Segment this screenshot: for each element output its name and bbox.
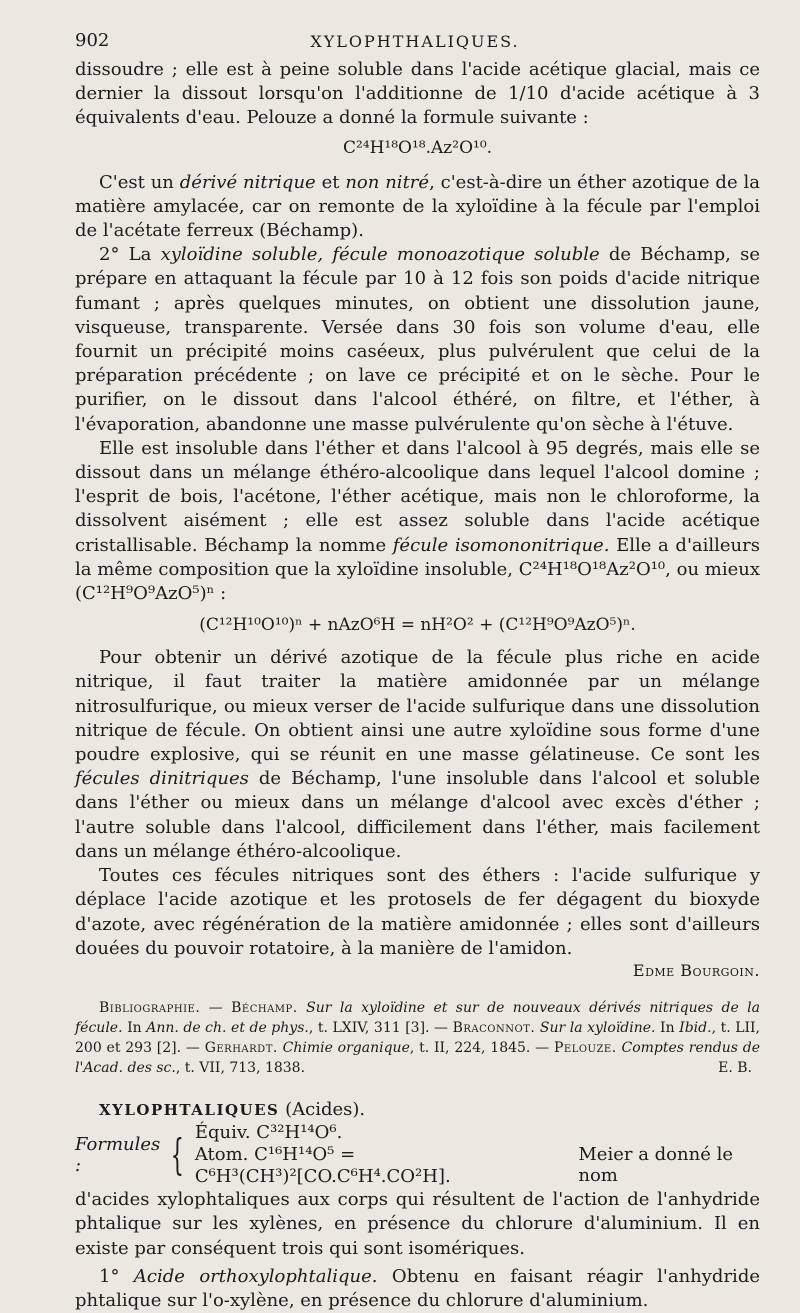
author-name: Braconnot. [452, 1019, 536, 1036]
text-run: C'est un [99, 171, 180, 193]
text-run: Pour obtenir un dérivé azotique de la fécule plus riche en acide nitrique, il faut traiter la matière amidonnée par un mélange nitrosulfurique, ou mieux verser de l'acide sulfurique dans une dissolution nitrique de fécule. On obtient ainsi une autre xyloïdine sous forme d'une poudre explosive, qui se réunit en une masse gélatineuse. Ce sont les [75, 647, 760, 766]
italic-term: non nitré [345, 171, 430, 193]
work-title: Sur la xyloïdine. [535, 1019, 656, 1036]
author-name: Gerhardt. [204, 1039, 278, 1056]
paragraph: d'acides xylophtaliques aux corps qui résultent de l'action de l'anhydride phtalique sur les xylènes, en présence du chlorure d'aluminium. Il en existe par conséquent trois qui sont isomériques. [75, 1189, 760, 1259]
italic-term: dérivé nitrique [179, 171, 316, 193]
paragraph: Toutes ces fécules nitriques sont des éthers : l'acide sulfurique y déplace l'acide azotique et les protosels de fer dégagent du bioxyde d'azote, avec régénération de la matière amidonnée ; elles sont d'ailleurs douées du pouvoir rotatoire, à la manière de l'amidon. [75, 865, 760, 959]
formulas-label: Formules : [75, 1134, 161, 1177]
work-title: Ibid. [679, 1019, 712, 1036]
italic-term: fécules dinitriques [75, 768, 249, 790]
paragraph: dissoudre ; elle est à peine soluble dans l'acide acétique glacial, mais ce dernier la dissout lorsqu'on l'additionne de 1/10 d'acide acétique à 3 équivalents d'eau. Pelouze a donné la formule suivante : [75, 59, 760, 129]
bibliography: Bibliographie. — Béchamp. Sur la xyloïdine et sur de nouveaux dérivés nitriques de la fécule. In Ann. de ch. et de phys., t. LXIV, 311 [3]. — Braconnot. Sur la xyloïdine. In Ibid., t. LII, 200 et 293 [2]. — Gerhardt. Chimie organique, t. II, 224, 1845. — Pelouze. Comptes rendus de l'Acad. des sc., t. VII, 713, 1838. E. B. [75, 999, 761, 1076]
body-text [75, 58, 760, 1313]
text-run: de Béchamp, l'une insoluble dans l'alcool et soluble dans l'éther ou mieux dans un mélange d'alcool avec excès d'éther ; l'autre soluble dans l'alcool, difficilement dans l'éther, mais facilement dans un mélange éthéro-alcoolique. [75, 768, 760, 862]
text-run: de Béchamp, se prépare en attaquant la fécule par 10 à 12 fois son poids d'acide nitrique fumant ; après quelques minutes, on obtient une dissolution jaune, visqueuse, transparente. Versée dans 30 fois son volume d'eau, elle fournit un précipité moins caséeux, plus pulvérulent que celui de la préparation précédente ; on lave ce précipité et on le sèche. Pour le purifier, on le dissout dans l'alcool éthéré, on filtre, et l'éther, à l'évaporation, abandonne une masse pulvérulente qu'on sèche à l'étuve. [75, 244, 761, 435]
text-run: et [315, 171, 346, 193]
formula: C²⁴H¹⁸O¹⁸.Az²O¹⁰. [342, 137, 493, 158]
section-subtitle: (Acides). [279, 1098, 366, 1120]
paragraph [75, 437, 760, 606]
bibliography-label: Bibliographie. [99, 999, 201, 1016]
text-run: 2° La [99, 244, 161, 266]
signature-line [75, 961, 760, 980]
formula-note: Meier a donné le nom [578, 1144, 733, 1187]
xylophtaliques-section [75, 1098, 760, 1313]
work-title: Chimie organique [277, 1039, 410, 1056]
author-name: Béchamp. [231, 999, 298, 1016]
author-signature: Edme Bourgoin. [632, 960, 760, 980]
italic-term: fécule isomononitrique. [392, 534, 610, 556]
work-title: Comptes rendus de l'Acad. des sc. [75, 1039, 760, 1076]
paragraph [75, 171, 760, 244]
work-title: Ann. de ch. et de phys. [146, 1019, 309, 1036]
section-title: XYLOPHTALIQUES [99, 1100, 280, 1119]
page-header [75, 30, 755, 54]
formulas-block [75, 1122, 760, 1188]
page-number: 902 [75, 30, 110, 51]
equiv-formula: Équiv. C³²H¹⁴O⁶. [194, 1122, 343, 1144]
paragraph [75, 243, 760, 437]
item-title: Acide orthoxylophtalique. [133, 1265, 378, 1287]
formula: (C¹²H¹⁰O¹⁰)ⁿ + nAzO⁶H = nH²O² + (C¹²H⁹O⁹AzO⁵)ⁿ. [199, 615, 636, 636]
running-title: XYLOPHTHALIQUES. [310, 32, 520, 51]
italic-term: xyloïdine soluble, fécule monoazotique soluble [160, 244, 600, 266]
text-run: Elle a d'ailleurs la même composition que la xyloïdine insoluble, C²⁴H¹⁸O¹⁸Az²O¹⁰, ou mieux (C¹²H⁹O⁹AzO⁵)ⁿ : [75, 534, 760, 605]
author-initials: E. B. [718, 1059, 752, 1076]
paragraph [75, 646, 760, 864]
atom-formula: Atom. C¹⁶H¹⁴O⁵ = C⁶H³(CH³)²[CO.C⁶H⁴.CO²H]. [194, 1144, 451, 1188]
paragraph: 1° Acide orthoxylophtalique. Obtenu en faisant réagir l'anhydride phtalique sur l'o-xylène, en présence du chlorure d'aluminium. [75, 1265, 760, 1311]
work-title: Sur la xyloïdine et sur de nouveaux dérivés nitriques de la fécule. [75, 999, 761, 1036]
brace-glyph: { [170, 1130, 185, 1180]
author-name: Pelouze. [554, 1039, 617, 1056]
text-run: Elle est insoluble dans l'éther et dans l'alcool à 95 degrés, mais elle se dissout dans un mélange éthéro-alcoolique dans lequel l'alcool domine ; l'esprit de bois, l'acétone, l'éther acétique, mais non le chloroforme, la dissolvent aisément ; elle est assez soluble dans l'acide acétique cristallisable. Béchamp la nomme [75, 437, 760, 556]
text-run: , c'est-à-dire un éther azotique de la matière amylacée, car on remonte de la xyloïdine à la fécule par l'emploi de l'acétate ferreux (Béchamp). [75, 171, 760, 242]
